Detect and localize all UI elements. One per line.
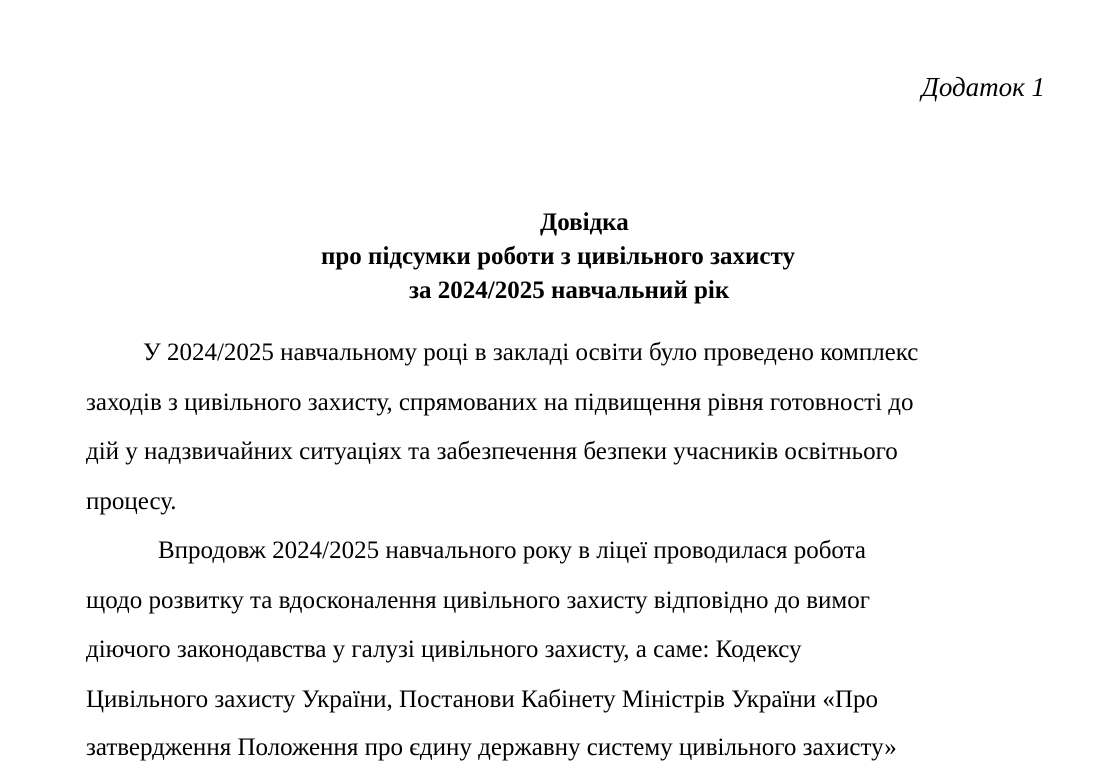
- paragraph-line: Впродовж 2024/2025 навчального року в ліцеї проводилася робота: [158, 537, 866, 564]
- title-heading: Довідка: [540, 209, 629, 236]
- paragraph-line: затвердження Положення про єдину державну систему цивільного захисту»: [86, 734, 897, 761]
- paragraph-line: діючого законодавства у галузі цивільного захисту, а саме: Кодексу: [86, 636, 802, 663]
- document-title: [0, 206, 1107, 308]
- paragraph-line: дій у надзвичайних ситуаціях та забезпечення безпеки учасників освітнього: [86, 438, 898, 465]
- paragraph-line: заходів з цивільного захисту, спрямованих на підвищення рівня готовності до: [86, 389, 914, 416]
- paragraph-line: процесу.: [86, 488, 177, 515]
- paragraph-line: щодо розвитку та вдосконалення цивільного захисту відповідно до вимог: [86, 587, 870, 614]
- title-period: за 2024/2025 навчальний рік: [409, 277, 730, 304]
- paragraph-line: У 2024/2025 навчальному році в закладі освіти було проведено комплекс: [143, 339, 919, 366]
- appendix-label: Додаток 1: [921, 72, 1045, 102]
- title-subject: про підсумки роботи з цивільного захисту: [321, 243, 795, 270]
- paragraph-line: Цивільного захисту України, Постанови Кабінету Міністрів України «Про: [86, 686, 878, 713]
